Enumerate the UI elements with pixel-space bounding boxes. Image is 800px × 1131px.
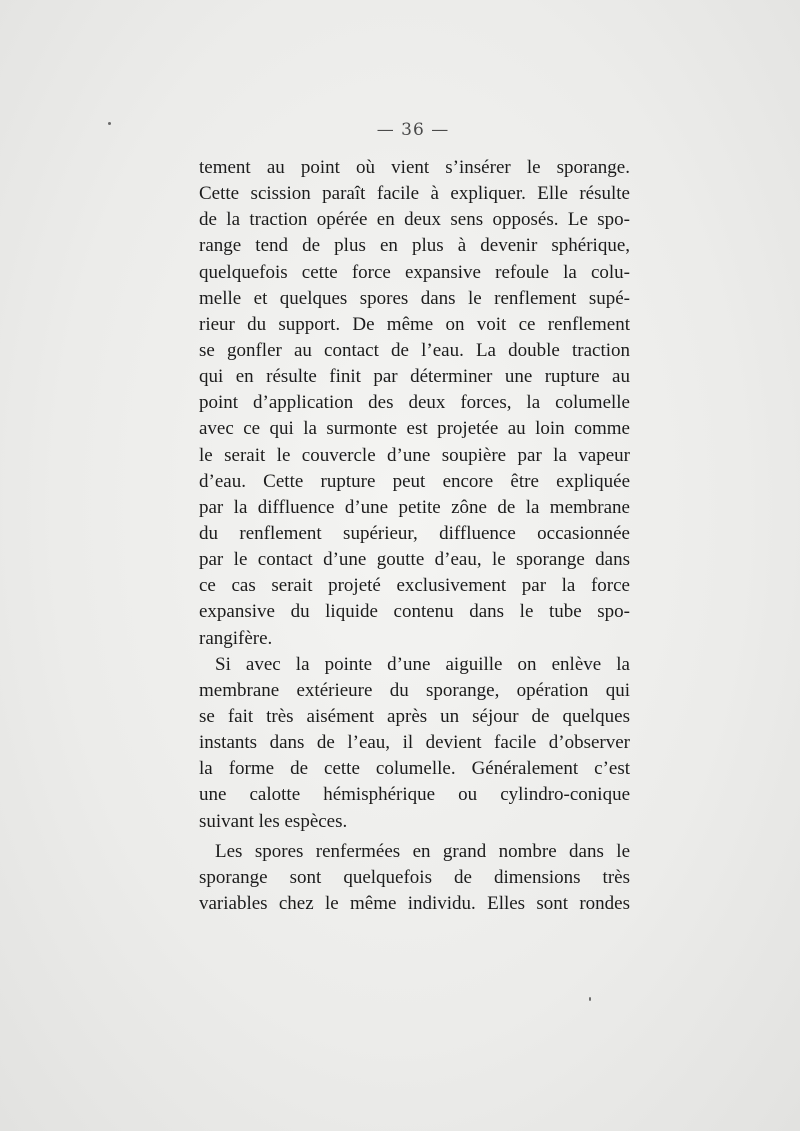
- text-line: du renflement supérieur, diffluence occasionnée: [199, 522, 630, 544]
- text-line: se fait très aisément après un séjour de quelques: [199, 705, 630, 727]
- text-line: point d’application des deux forces, la columelle: [199, 392, 630, 414]
- text-line: Si avec la pointe d’une aiguille on enlève la: [215, 653, 630, 675]
- text-line: ce cas serait projeté exclusivement par la force: [199, 575, 630, 597]
- text-line: par la diffluence d’une petite zône de la membrane: [199, 496, 630, 518]
- text-line: se gonfler au contact de l’eau. La double traction: [199, 339, 630, 361]
- text-line: Les spores renfermées en grand nombre dans le: [215, 840, 630, 862]
- text-line: qui en résulte finit par déterminer une rupture au: [199, 366, 630, 388]
- paper-speck: [589, 997, 591, 1001]
- text-line: membrane extérieure du sporange, opération qui: [199, 679, 630, 701]
- text-line: rangifère.: [199, 627, 273, 649]
- text-line: expansive du liquide contenu dans le tube spo-: [199, 601, 630, 623]
- text-line: suivant les espèces.: [199, 810, 348, 832]
- text-line: rieur du support. De même on voit ce renflement: [199, 313, 630, 335]
- text-line: une calotte hémisphérique ou cylindro-conique: [199, 784, 630, 806]
- text-line: sporange sont quelquefois de dimensions très: [199, 866, 630, 888]
- body-text: [199, 155, 630, 917]
- text-line: d’eau. Cette rupture peut encore être expliquée: [199, 470, 630, 492]
- text-line: avec ce qui la surmonte est projetée au loin comme: [199, 418, 630, 440]
- text-line: variables chez le même individu. Elles sont rondes: [199, 892, 630, 914]
- text-line: le serait le couvercle d’une soupière par la vapeur: [199, 444, 630, 466]
- text-line: instants dans de l’eau, il devient facile d’observer: [199, 732, 630, 754]
- text-line: tement au point où vient s’insérer le sporange.: [199, 157, 630, 178]
- text-line: Cette scission paraît facile à expliquer. Elle résulte: [199, 183, 630, 205]
- text-line: quelquefois cette force expansive refoule la colu-: [199, 261, 630, 283]
- page-number: — 36 —: [376, 120, 450, 140]
- text-line: de la traction opérée en deux sens opposés. Le spo-: [199, 209, 630, 231]
- text-line: la forme de cette columelle. Généralement c’est: [199, 758, 630, 780]
- text-line: par le contact d’une goutte d’eau, le sporange dans: [199, 549, 630, 571]
- text-line: melle et quelques spores dans le renflement supé-: [199, 287, 630, 309]
- text-line: range tend de plus en plus à devenir sphérique,: [199, 235, 630, 257]
